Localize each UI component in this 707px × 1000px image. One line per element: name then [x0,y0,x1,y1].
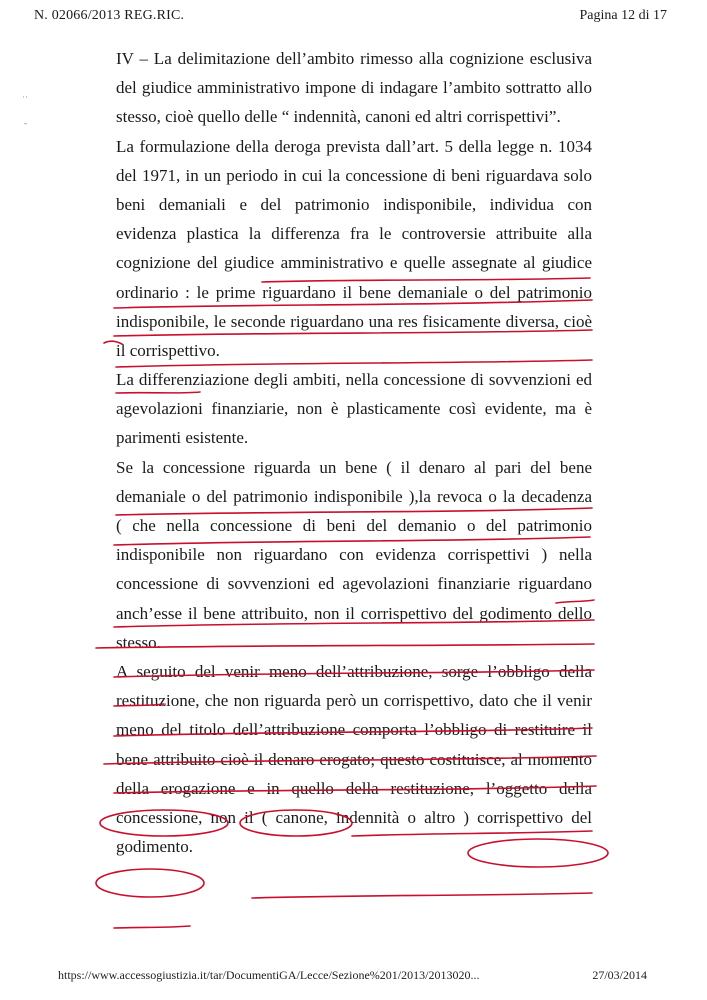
text-line: demaniale o del patrimonio indisponibile ),la revoca o la decadenza [116,486,592,506]
text-line: La differenziazione degli ambiti, nella concessione di sovvenzioni ed [116,370,592,390]
text-line: agevolazioni finanziarie, non è plasticamente così evidente, ma è [116,399,592,419]
text-line: cognizione del giudice amministrativo e quelle assegnate al giudice [116,253,592,273]
text-line: del giudice amministrativo impone di indagare l’ambito sottratto allo [116,78,592,98]
text-line: concessione, non il ( canone, indennità o altro ) corrispettivo del [116,807,592,827]
text-line: Se la concessione riguarda un bene ( il denaro al pari del bene [116,457,592,477]
text-line: IV – La delimitazione dell’ambito rimesso alla cognizione esclusiva [116,49,592,68]
text-line: ( che nella concessione di beni del demanio o del patrimonio [116,516,592,535]
text-line: indisponibile non riguardano con evidenza corrispettivi ) nella [116,545,592,565]
source-url: https://www.accessogiustizia.it/tar/DocumentiGA/Lecce/Sezione%201/2013/2013020... [58,968,480,982]
text-line: evidenza plastica la differenza fra le controversie attribuite alla [116,224,592,244]
text-line: parimenti esistente. [116,428,249,448]
print-date: 27/03/2014 [592,968,647,982]
document-body [116,44,592,861]
text-line: godimento. [116,837,193,857]
text-line: bene attribuito cioè il denaro erogato; questo costituisce, al momento [116,749,592,769]
text-line: stesso, cioè quello delle “ indennità, canoni ed altri corrispettivi”. [116,107,561,127]
margin-dots: ˙˙ [22,95,28,105]
underline-mark [252,893,592,898]
text-line: A seguito del venir meno dell’attribuzione, sorge l’obbligo della [116,661,592,681]
text-line: il corrispettivo. [116,340,220,360]
margin-tick: - [24,118,27,128]
text-line: meno del titolo dell’attribuzione comporta l’obbligo di restituire il [116,720,592,740]
text-line: della erogazione e in quello della restituzione, l’oggetto della [116,778,592,798]
text-line: beni demaniali e del patrimonio indisponibile, individua con [116,194,592,214]
text-line: ordinario : le prime riguardano il bene demaniale o del patrimonio [116,282,592,302]
text-line: restituzione, che non riguarda però un corrispettivo, dato che il venir [116,691,592,711]
text-line: anch’esse il bene attribuito, non il corrispettivo del godimento dello [116,603,592,623]
circle-mark [96,869,204,897]
page-number: Pagina 12 di 17 [579,8,667,23]
text-line: stesso. [116,632,161,652]
text-line: indisponibile, le seconde riguardano una res fisicamente diversa, cioè [116,311,592,331]
underline-mark [114,926,190,928]
text-line: La formulazione della deroga prevista dall’art. 5 della legge n. 1034 [116,136,592,156]
text-line: concessione di sovvenzioni ed agevolazioni finanziarie riguardano [116,574,592,594]
case-number: N. 02066/2013 REG.RIC. [34,8,185,23]
text-line: del 1971, in un periodo in cui la concessione di beni riguardava solo [116,165,592,185]
